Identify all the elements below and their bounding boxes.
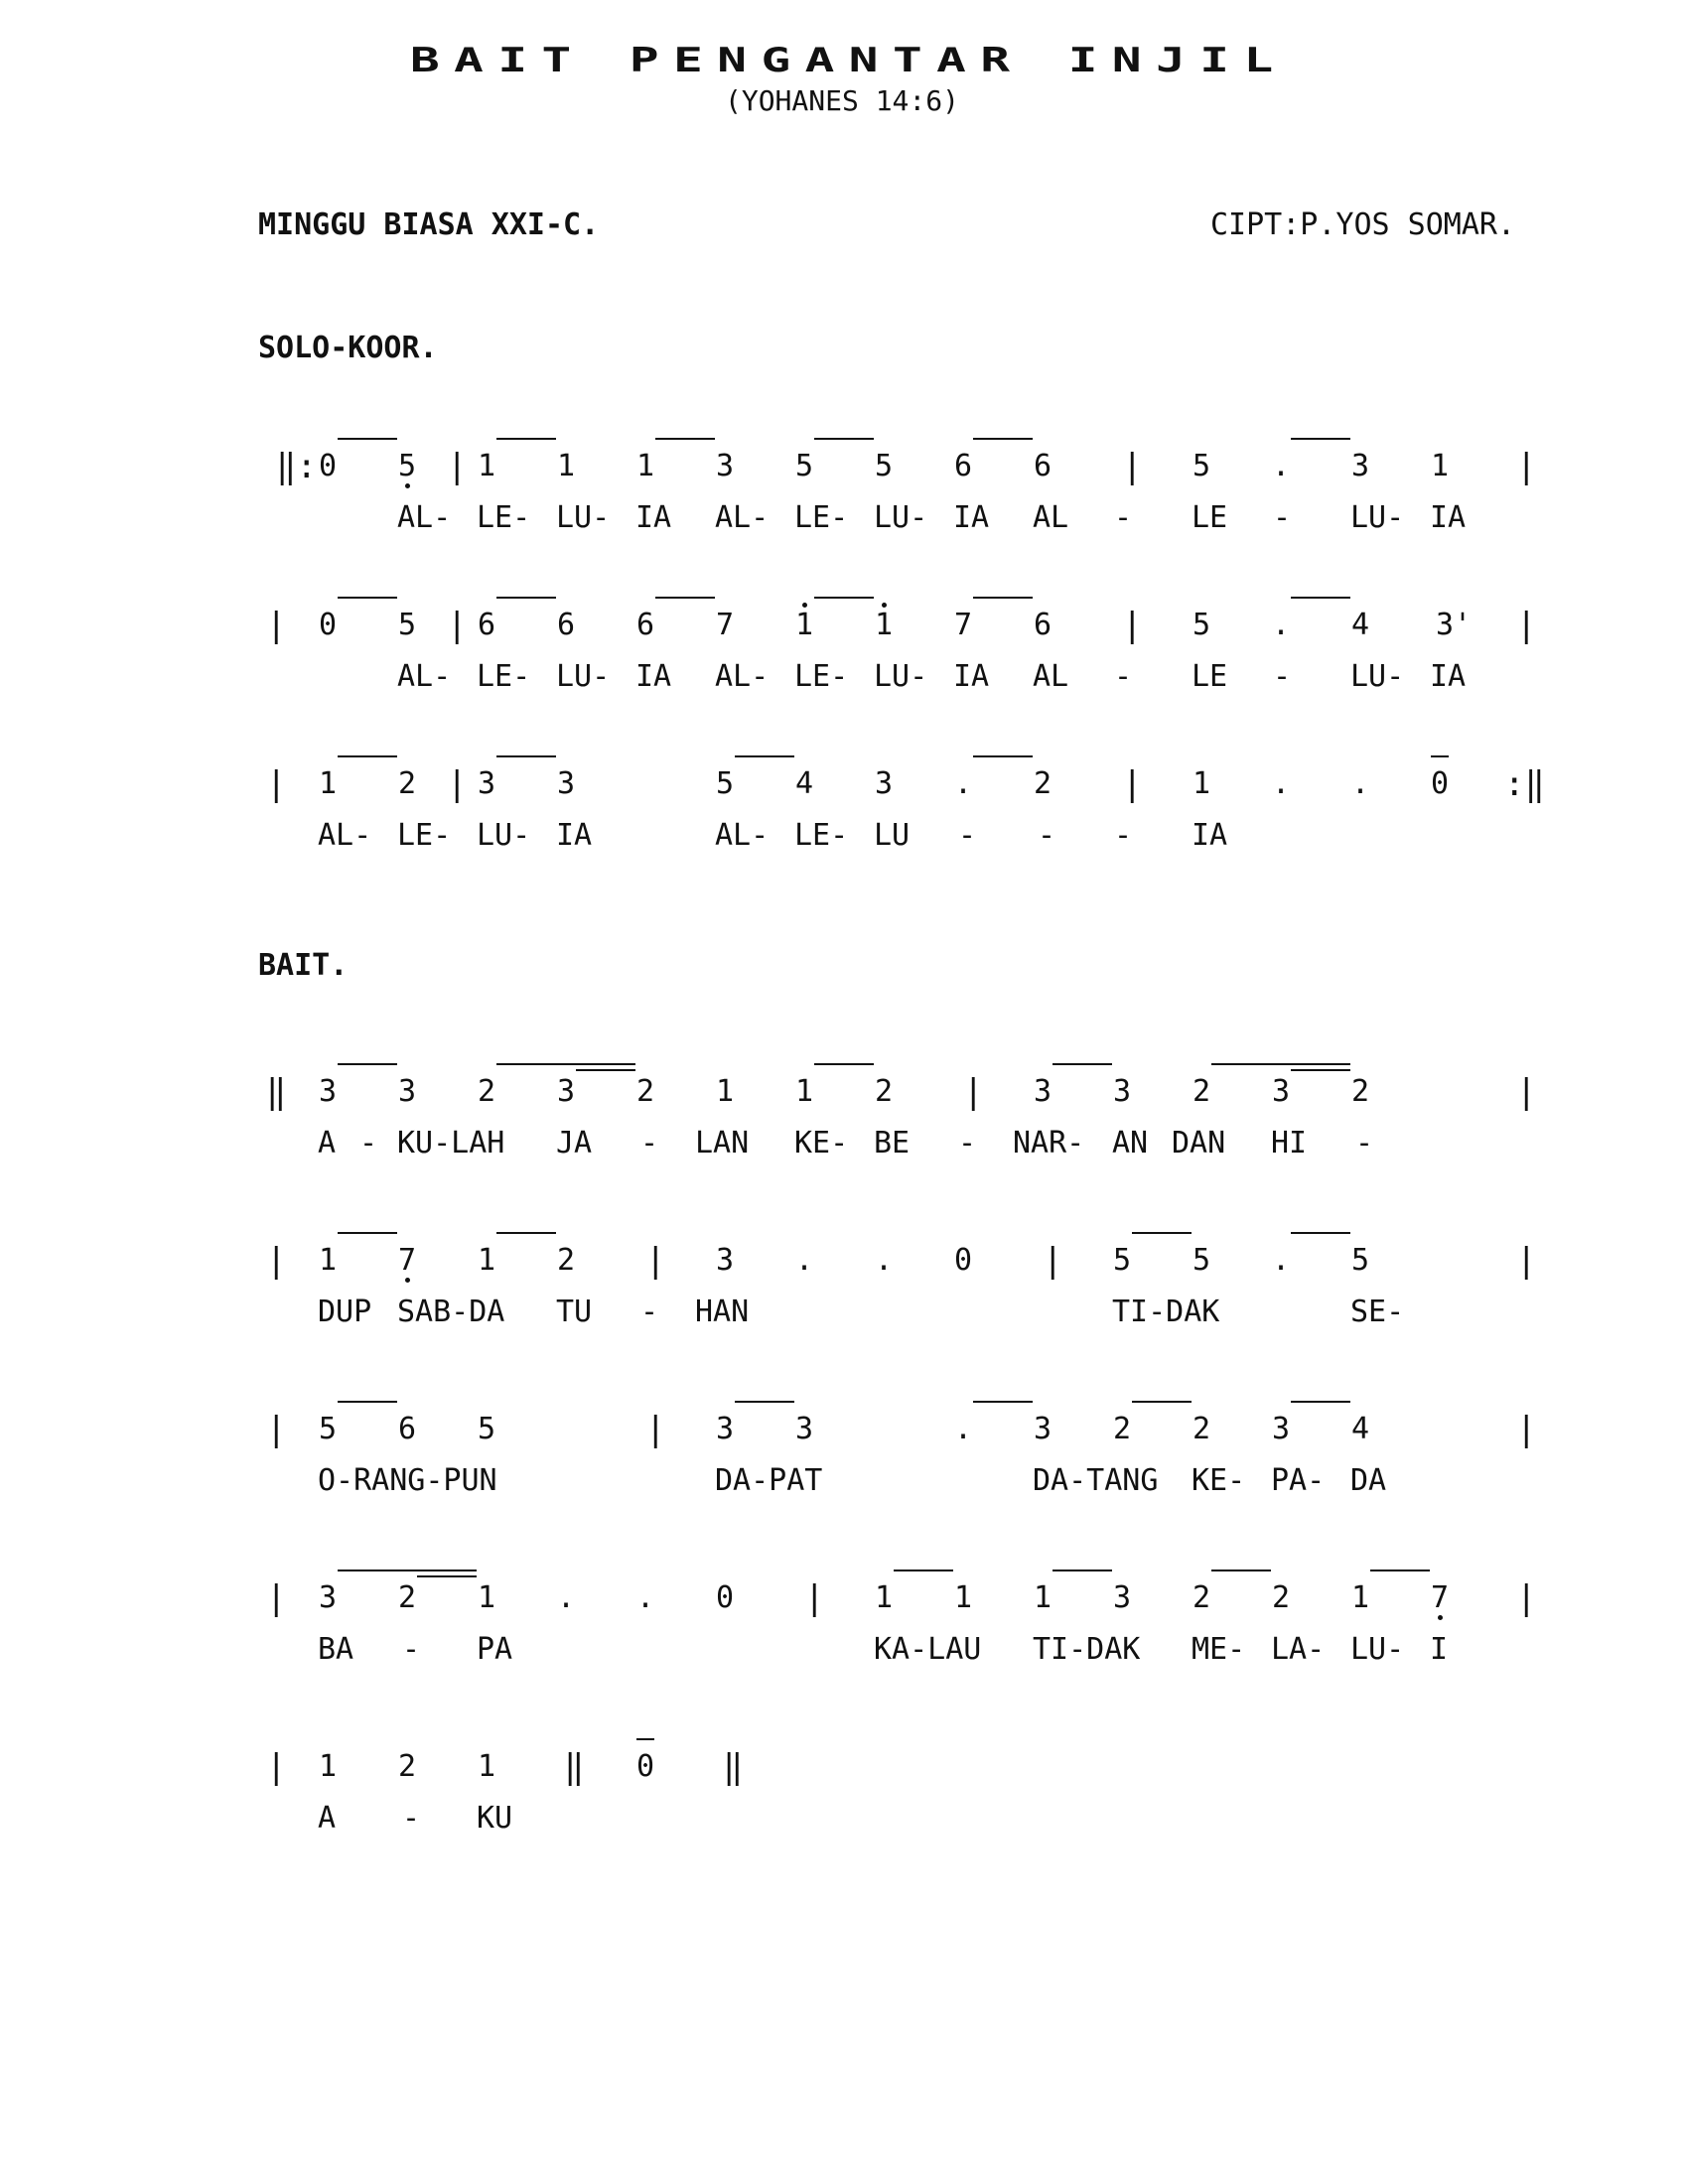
lyric-syllable: ME- xyxy=(1192,1632,1246,1667)
note: 2 xyxy=(1112,1412,1132,1446)
note: 0 xyxy=(953,1243,973,1278)
beam xyxy=(814,438,874,440)
lyric-syllable: PA- xyxy=(1271,1463,1326,1498)
octave-dot-above xyxy=(802,603,807,608)
lyric-syllable: LU xyxy=(874,818,911,853)
beam xyxy=(338,1570,477,1571)
lyric-syllable: KU-LAH xyxy=(397,1126,505,1160)
occasion-label: MINGGU BIASA XXI-C. xyxy=(258,207,600,242)
beam xyxy=(1211,1570,1271,1571)
note: 5 xyxy=(1350,1243,1370,1278)
note: 1 xyxy=(794,1074,814,1109)
lyric-syllable: IA xyxy=(1192,818,1228,853)
section-heading-bait: BAIT. xyxy=(258,948,349,983)
note: 2 xyxy=(1271,1580,1291,1615)
note: 2 xyxy=(397,1580,417,1615)
lyric-syllable: LAN xyxy=(695,1126,750,1160)
note: 3 xyxy=(477,766,496,801)
note: 6 xyxy=(556,608,576,642)
lyric-syllable: LU- xyxy=(1350,500,1405,535)
note: 5 xyxy=(874,449,894,483)
barline: | xyxy=(1516,1410,1537,1449)
lyric-syllable: IA xyxy=(556,818,593,853)
barline: | xyxy=(266,1241,287,1281)
lyric-syllable: KA-LAU xyxy=(874,1632,982,1667)
beam xyxy=(814,597,874,599)
rest-bar xyxy=(636,1738,654,1740)
lyric-syllable: DAN xyxy=(1172,1126,1226,1160)
lyric-syllable: - xyxy=(1038,818,1056,853)
lyric-syllable: SAB-DA xyxy=(397,1295,505,1329)
barline: | xyxy=(266,1410,287,1449)
note: 6 xyxy=(635,608,655,642)
barline: :‖ xyxy=(1504,764,1545,804)
beam xyxy=(1132,1232,1192,1234)
lyric-syllable: IA xyxy=(635,500,672,535)
lyric-syllable: AL- xyxy=(397,500,452,535)
lyric-syllable: LE- xyxy=(794,818,849,853)
lyric-syllable: LU- xyxy=(477,818,531,853)
note: . xyxy=(953,1412,973,1446)
beam xyxy=(338,1063,397,1065)
note: . xyxy=(635,1580,655,1615)
note: . xyxy=(874,1243,894,1278)
beam-double xyxy=(1291,1069,1350,1071)
barline: | xyxy=(266,606,287,645)
lyric-syllable: LU- xyxy=(556,500,611,535)
lyric-syllable: KU xyxy=(477,1801,513,1836)
barline: | xyxy=(266,1747,287,1787)
note: 3 xyxy=(1033,1412,1052,1446)
beam xyxy=(1291,597,1350,599)
barline: | xyxy=(804,1578,825,1618)
note: 5 xyxy=(397,449,417,483)
note: 7 xyxy=(1430,1580,1450,1615)
note: 3 xyxy=(1112,1580,1132,1615)
beam xyxy=(338,438,397,440)
note: 3 xyxy=(794,1412,814,1446)
beam xyxy=(894,1570,953,1571)
note: 5 xyxy=(477,1412,496,1446)
note: . xyxy=(1271,766,1291,801)
note: . xyxy=(953,766,973,801)
beam xyxy=(1291,438,1350,440)
note: 2 xyxy=(1033,766,1052,801)
barline: ‖ xyxy=(723,1747,744,1787)
beam xyxy=(655,597,715,599)
note: 6 xyxy=(953,449,973,483)
note: 0 xyxy=(1430,766,1450,801)
note: 1 xyxy=(1430,449,1450,483)
note: 3 xyxy=(1350,449,1370,483)
beam-double xyxy=(576,1069,635,1071)
lyric-syllable: PA xyxy=(477,1632,513,1667)
lyric-syllable: - xyxy=(402,1632,421,1667)
note: 4 xyxy=(1350,1412,1370,1446)
scripture-reference: (YOHANES 14:6) xyxy=(724,84,959,117)
barline: | xyxy=(447,606,468,645)
note: 3 xyxy=(1112,1074,1132,1109)
lyric-syllable: AL xyxy=(1033,500,1069,535)
barline: | xyxy=(447,764,468,804)
lyric-syllable: AN xyxy=(1112,1126,1149,1160)
page-title: BAIT PENGANTAR INJIL xyxy=(410,41,1288,80)
barline: | xyxy=(963,1072,984,1112)
barline: | xyxy=(1043,1241,1063,1281)
lyric-syllable: - xyxy=(402,1801,421,1836)
note: 1 xyxy=(874,608,894,642)
note: 3 xyxy=(715,449,735,483)
note: 0 xyxy=(318,608,338,642)
beam xyxy=(814,1063,874,1065)
beam xyxy=(338,1401,397,1403)
lyric-syllable: LA- xyxy=(1271,1632,1326,1667)
lyric-syllable: A xyxy=(318,1801,337,1836)
lyric-syllable: - xyxy=(958,818,977,853)
lyric-syllable: LE xyxy=(1192,500,1228,535)
note: 0 xyxy=(318,449,338,483)
lyric-syllable: HAN xyxy=(695,1295,750,1329)
lyric-syllable: TI-DAK xyxy=(1033,1632,1141,1667)
beam xyxy=(973,1401,1033,1403)
beam xyxy=(1291,1401,1350,1403)
lyric-syllable: A xyxy=(318,1126,337,1160)
lyric-syllable: TI-DAK xyxy=(1112,1295,1220,1329)
lyric-syllable: KE- xyxy=(1192,1463,1246,1498)
lyric-syllable: AL- xyxy=(397,659,452,694)
note: 3 xyxy=(318,1074,338,1109)
barline: | xyxy=(1122,447,1143,486)
note: 1 xyxy=(477,449,496,483)
barline: ‖: xyxy=(276,447,317,486)
beam xyxy=(1132,1401,1192,1403)
note: 6 xyxy=(1033,449,1052,483)
note: 5 xyxy=(1192,449,1211,483)
note: 3 xyxy=(1033,1074,1052,1109)
note: 5 xyxy=(318,1412,338,1446)
lyric-syllable: - xyxy=(1114,659,1133,694)
beam xyxy=(735,755,794,757)
note: 7 xyxy=(953,608,973,642)
lyric-syllable: - xyxy=(1355,1126,1374,1160)
lyric-syllable: LE- xyxy=(794,500,849,535)
lyric-syllable: LE- xyxy=(397,818,452,853)
lyric-syllable: DA-TANG xyxy=(1033,1463,1159,1498)
beam xyxy=(1052,1063,1112,1065)
note: 5 xyxy=(1112,1243,1132,1278)
lyric-syllable: LU- xyxy=(1350,1632,1405,1667)
section-heading-solo-koor: SOLO-KOOR. xyxy=(258,331,438,365)
barline: | xyxy=(1122,606,1143,645)
note: . xyxy=(1271,608,1291,642)
note: . xyxy=(1350,766,1370,801)
note: 3 xyxy=(715,1412,735,1446)
note: 1 xyxy=(318,1749,338,1784)
note: 1 xyxy=(794,608,814,642)
lyric-syllable: LU- xyxy=(556,659,611,694)
lyric-syllable: LE- xyxy=(477,659,531,694)
note: 3 xyxy=(397,1074,417,1109)
note: 2 xyxy=(397,1749,417,1784)
beam xyxy=(496,438,556,440)
note: 2 xyxy=(1350,1074,1370,1109)
note: . xyxy=(556,1580,576,1615)
lyric-syllable: AL- xyxy=(715,818,770,853)
beam xyxy=(338,1232,397,1234)
lyric-syllable: - xyxy=(359,1126,378,1160)
barline: ‖ xyxy=(266,1072,287,1112)
rest-bar xyxy=(1431,755,1449,757)
lyric-syllable: JA xyxy=(556,1126,593,1160)
note: 2 xyxy=(1192,1412,1211,1446)
note: 4 xyxy=(794,766,814,801)
note: 6 xyxy=(1033,608,1052,642)
beam xyxy=(338,755,397,757)
lyric-syllable: - xyxy=(1114,818,1133,853)
note: 2 xyxy=(874,1074,894,1109)
barline: | xyxy=(1516,1072,1537,1112)
note: . xyxy=(1271,449,1291,483)
note: 5 xyxy=(1192,1243,1211,1278)
lyric-syllable: DA-PAT xyxy=(715,1463,823,1498)
note: 7 xyxy=(715,608,735,642)
note: 4 xyxy=(1350,608,1370,642)
note: 1 xyxy=(318,766,338,801)
note: 7 xyxy=(397,1243,417,1278)
composer-credit: CIPT:P.YOS SOMAR. xyxy=(1209,207,1515,242)
barline: | xyxy=(1516,447,1537,486)
note: 1 xyxy=(1192,766,1211,801)
note: 3 xyxy=(874,766,894,801)
lyric-syllable: AL- xyxy=(715,659,770,694)
beam xyxy=(1291,1232,1350,1234)
note: 1 xyxy=(477,1243,496,1278)
lyric-syllable: KE- xyxy=(794,1126,849,1160)
note: 6 xyxy=(397,1412,417,1446)
barline: | xyxy=(447,447,468,486)
barline: | xyxy=(266,1578,287,1618)
barline: | xyxy=(1516,1241,1537,1281)
note: 1 xyxy=(477,1749,496,1784)
beam-double xyxy=(417,1575,477,1577)
barline: | xyxy=(1516,1578,1537,1618)
note: 3 xyxy=(1271,1412,1291,1446)
lyric-syllable: LE- xyxy=(794,659,849,694)
lyric-syllable: LE- xyxy=(477,500,531,535)
lyric-syllable: LU- xyxy=(1350,659,1405,694)
barline: | xyxy=(1516,606,1537,645)
lyric-syllable: IA xyxy=(635,659,672,694)
note: 5 xyxy=(715,766,735,801)
note: 2 xyxy=(1192,1580,1211,1615)
beam xyxy=(496,597,556,599)
note: 1 xyxy=(1350,1580,1370,1615)
beam xyxy=(1052,1570,1112,1571)
lyric-syllable: IA xyxy=(953,500,990,535)
lyric-syllable: IA xyxy=(953,659,990,694)
note: 1 xyxy=(635,449,655,483)
lyric-syllable: BA xyxy=(318,1632,354,1667)
note: . xyxy=(794,1243,814,1278)
lyric-syllable: BE xyxy=(874,1126,911,1160)
beam xyxy=(973,438,1033,440)
beam xyxy=(496,1232,556,1234)
lyric-syllable: DUP xyxy=(318,1295,372,1329)
lyric-syllable: TU xyxy=(556,1295,593,1329)
barline: | xyxy=(645,1241,666,1281)
beam xyxy=(973,597,1033,599)
note: 2 xyxy=(1192,1074,1211,1109)
lyric-syllable: AL xyxy=(1033,659,1069,694)
lyric-syllable: NAR- xyxy=(1013,1126,1085,1160)
lyric-syllable: LU- xyxy=(874,500,928,535)
lyric-syllable: - xyxy=(640,1295,659,1329)
lyric-syllable: - xyxy=(1273,500,1292,535)
note: 0 xyxy=(635,1749,655,1784)
note: 3' xyxy=(1436,608,1473,642)
note: 1 xyxy=(477,1580,496,1615)
barline: | xyxy=(645,1410,666,1449)
lyric-syllable: - xyxy=(1273,659,1292,694)
lyric-syllable: DA xyxy=(1350,1463,1387,1498)
beam xyxy=(1370,1570,1430,1571)
octave-dot-below xyxy=(405,483,410,488)
beam xyxy=(1211,1063,1350,1065)
lyric-syllable: - xyxy=(640,1126,659,1160)
note: 1 xyxy=(874,1580,894,1615)
lyric-syllable: O-RANG-PUN xyxy=(318,1463,497,1498)
note: 1 xyxy=(556,449,576,483)
lyric-syllable: IA xyxy=(1430,659,1467,694)
note: 1 xyxy=(953,1580,973,1615)
octave-dot-below xyxy=(1438,1615,1443,1620)
beam xyxy=(735,1401,794,1403)
lyric-syllable: - xyxy=(1114,500,1133,535)
note: 5 xyxy=(794,449,814,483)
note: 5 xyxy=(1192,608,1211,642)
note: . xyxy=(1271,1243,1291,1278)
note: 6 xyxy=(477,608,496,642)
lyric-syllable: IA xyxy=(1430,500,1467,535)
lyric-syllable: HI xyxy=(1271,1126,1308,1160)
note: 3 xyxy=(556,766,576,801)
note: 2 xyxy=(477,1074,496,1109)
note: 3 xyxy=(556,1074,576,1109)
note: 2 xyxy=(397,766,417,801)
beam xyxy=(973,755,1033,757)
barline: | xyxy=(266,764,287,804)
beam xyxy=(338,597,397,599)
note: 2 xyxy=(556,1243,576,1278)
note: 2 xyxy=(635,1074,655,1109)
note: 1 xyxy=(1033,1580,1052,1615)
lyric-syllable: AL- xyxy=(318,818,372,853)
octave-dot-above xyxy=(882,603,887,608)
octave-dot-below xyxy=(405,1278,410,1283)
lyric-syllable: LU- xyxy=(874,659,928,694)
note: 1 xyxy=(715,1074,735,1109)
note: 3 xyxy=(715,1243,735,1278)
barline: | xyxy=(1122,764,1143,804)
beam xyxy=(496,755,556,757)
lyric-syllable: - xyxy=(958,1126,977,1160)
lyric-syllable: AL- xyxy=(715,500,770,535)
lyric-syllable: LE xyxy=(1192,659,1228,694)
note: 5 xyxy=(397,608,417,642)
note: 3 xyxy=(318,1580,338,1615)
note: 1 xyxy=(318,1243,338,1278)
barline: ‖ xyxy=(564,1747,585,1787)
beam xyxy=(496,1063,635,1065)
lyric-syllable: SE- xyxy=(1350,1295,1405,1329)
note: 3 xyxy=(1271,1074,1291,1109)
beam xyxy=(655,438,715,440)
note: 0 xyxy=(715,1580,735,1615)
lyric-syllable: I xyxy=(1430,1632,1449,1667)
